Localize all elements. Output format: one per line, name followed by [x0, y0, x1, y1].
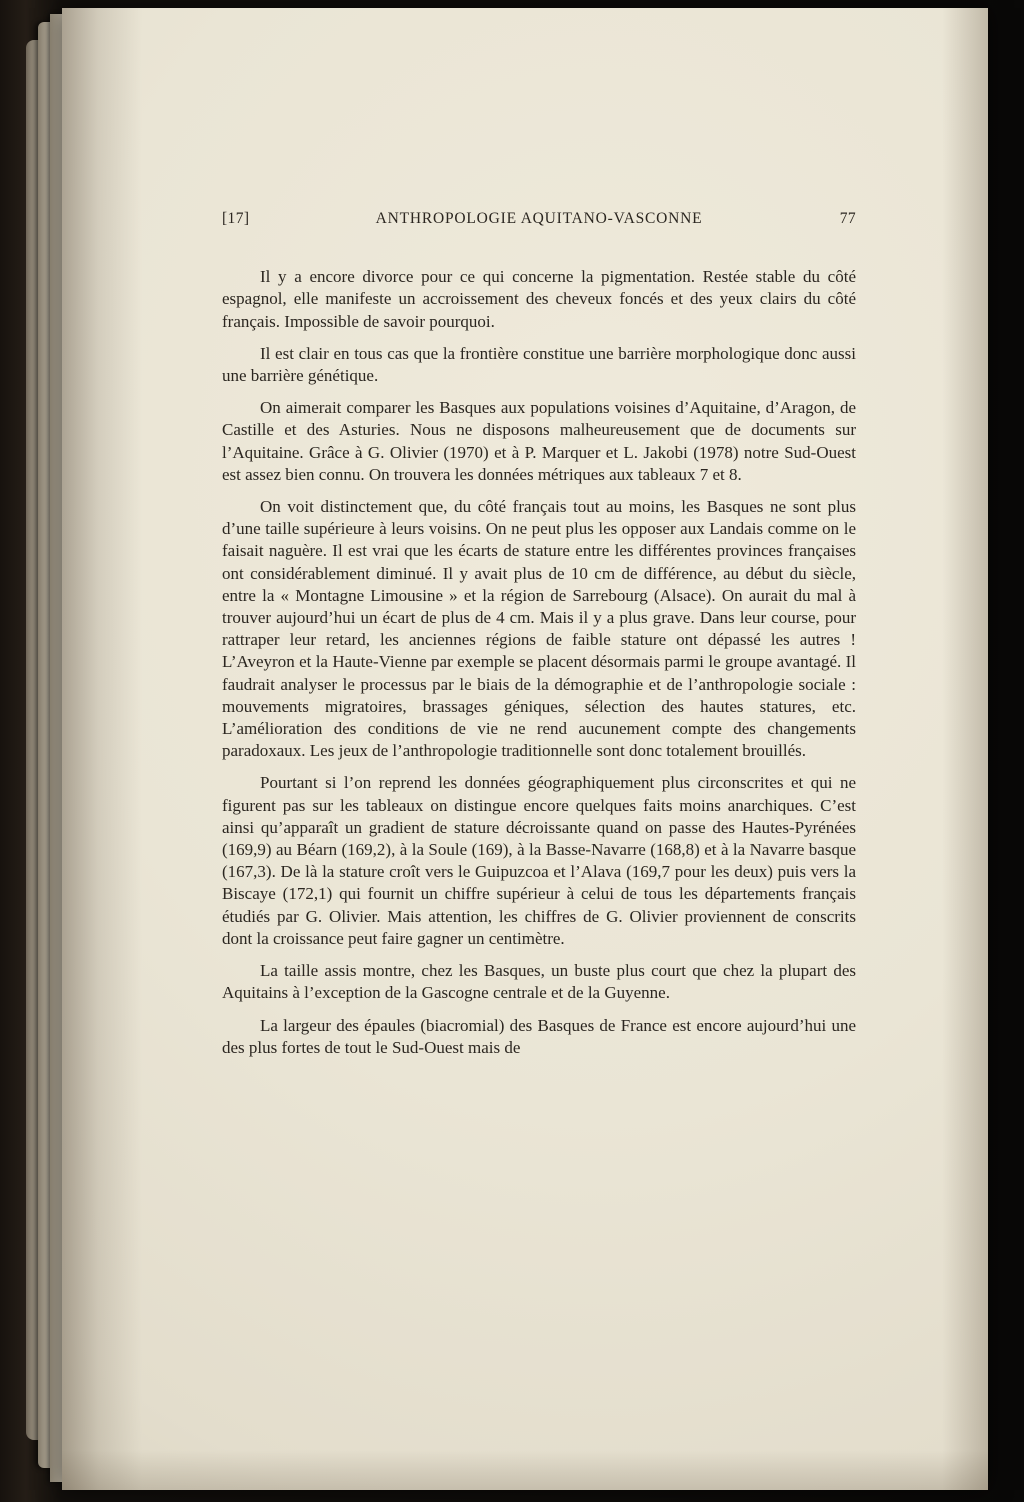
paragraph-stature: On voit distinctement que, du côté français tout au moins, les Basques ne sont plus d’une taille supérieure à leurs voisins. On ne peut plus les opposer aux Landais comme on le faisait naguère. Il est vrai que les écarts de stature entre les différentes provinces françaises ont considérablement diminué. Il y avait plus de 10 cm de différence, au début du siècle, entre la « Montagne Limousine » et la région de Sarrebourg (Alsace). On aurait du mal à trouver aujourd’hui un écart de plus de 4 cm. Mais il y a plus grave. Dans leur course, pour rattraper leur retard, les anciennes régions de faible stature ont dépassé les autres ! L’Aveyron et la Haute-Vienne par exemple se placent désormais parmi le groupe avantagé. Il faudrait analyser le processus par le biais de la démographie et de l’anthropologie sociale : mouvements migratoires, brassages géniques, sélection des hautes statures, etc. L’amélioration des conditions de vie ne rend aucunement compte des changements paradoxaux. Les jeux de l’anthropologie traditionnelle sont donc totalement brouillés. [222, 497, 856, 761]
section-reference: [17] [222, 210, 250, 227]
book-page [62, 8, 988, 1490]
running-head-title: ANTHROPOLOGIE AQUITANO-VASCONNE [375, 210, 703, 227]
gutter-shadow [62, 8, 142, 1490]
page-number: 77 [839, 210, 856, 227]
paragraph-comparaison: On aimerait comparer les Basques aux populations voisines d’Aquitaine, d’Aragon, de Castille et des Asturies. Nous ne disposons malheureusement que de documents sur l’Aquitaine. Grâce à G. Olivier (1970) et à P. Marquer et L. Jakobi (1978) notre Sud-Ouest est assez bien connu. On trouvera les données métriques aux tableaux 7 et 8. [222, 398, 856, 484]
paragraph-taille-assis: La taille assis montre, chez les Basques, un buste plus court que chez la plupart des Aquitains à l’exception de la Gascogne centrale et de la Guyenne. [222, 961, 856, 1003]
paragraph-pigmentation: Il y a encore divorce pour ce qui concerne la pigmentation. Restée stable du côté espagnol, elle manifeste un accroissement des cheveux foncés et des yeux clairs du côté français. Impossible de savoir pourquoi. [222, 267, 856, 331]
page-bottom-shade [62, 1450, 988, 1490]
text-column [222, 208, 856, 1069]
page-right-shade [942, 8, 988, 1490]
paragraph-gradient: Pourtant si l’on reprend les données géographiquement plus circonscrites et qui ne figurent pas sur les tableaux on distingue encore quelques faits moins anarchiques. C’est ainsi qu’apparaît un gradient de stature décroissante quand on passe des Hautes-Pyrénées (169,9) au Béarn (169,2), à la Soule (169), à la Basse-Navarre (168,8) et à la Navarre basque (167,3). De là la stature croît vers le Guipuzcoa et l’Alava (169,7 pour les deux) puis vers la Biscaye (172,1) qui fournit un chiffre supérieur à celui de tous les départements français étudiés par G. Olivier. Mais attention, les chiffres de G. Olivier proviennent de conscrits dont la croissance peut faire gagner un centimètre. [222, 773, 856, 948]
running-head [222, 208, 856, 230]
paragraph-frontiere: Il est clair en tous cas que la frontière constitue une barrière morphologique donc aussi une barrière génétique. [222, 343, 856, 386]
paragraph-epaules: La largeur des épaules (biacromial) des Basques de France est encore aujourd’hui une des plus fortes de tout le Sud-Ouest mais de [222, 1015, 856, 1057]
